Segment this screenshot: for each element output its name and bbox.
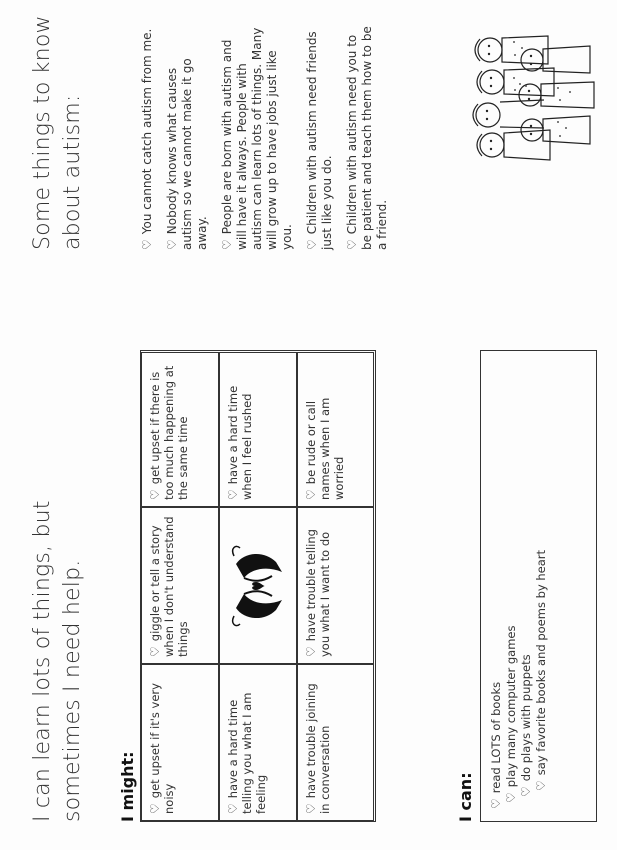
heart-icon: ♡ [220,239,234,250]
grid-cell-1-text: get upset if it's very noisy [148,683,176,814]
grid-cell-3 [141,352,219,507]
grid-cell-9 [297,352,374,507]
right-title [28,10,88,250]
grid-cell-4 [219,664,297,821]
grid-cell-7 [297,664,374,821]
can-list [489,363,549,809]
can-item-1: read LOTS of books [489,681,503,794]
heart-icon: ♡ [345,239,359,250]
might-grid [140,350,376,822]
list-item [140,25,155,250]
right-title-line1: Some things to know [30,15,55,250]
grid-cell-center-image [219,507,297,664]
list-item [345,25,390,250]
grid-cell-8 [297,507,374,664]
heart-icon: ♡ [534,780,548,791]
heart-icon: ♡ [304,489,318,500]
can-item-3: do plays with puppets [519,654,533,782]
can-heading: I can: [456,772,475,822]
heart-icon: ♡ [165,239,179,250]
list-item [519,363,534,809]
list-item [305,25,335,250]
grid-cell-6 [219,352,297,507]
left-title-line1: I can learn lots of things, but [30,500,55,822]
group-of-children-illustration [470,20,610,170]
heart-icon: ♡ [148,646,162,657]
fact-2: Nobody knows what causes autism so we cannot make it go away. [165,58,209,250]
can-item-4: say favorite books and poems by heart [534,549,548,776]
heart-icon: ♡ [304,646,318,657]
list-item [534,363,549,809]
list-item [220,25,295,250]
heart-icon: ♡ [504,792,518,803]
facts-list [140,25,400,250]
heart-icon: ♡ [489,798,503,809]
can-box [480,350,597,822]
two-friends-hugging-illustration [220,508,296,663]
fact-5: Children with autism need you to be patient and teach them how to be a friend. [345,26,389,250]
grid-cell-2 [141,507,219,664]
grid-cell-2-text: giggle or tell a story when I don't understand things [148,516,190,657]
grid-cell-9-text: be rude or call names when I am worried [304,397,346,500]
fact-1: You cannot catch autism from me. [140,28,154,235]
right-title-line2: about autism: [60,94,85,250]
left-title-line2: sometimes I need help. [60,559,85,822]
fact-3: People are born with autism and will have it always. People with autism can learn lots of things. Many will grow up to have jobs just like you. [220,27,294,250]
heart-icon: ♡ [304,803,318,814]
heart-icon: ♡ [305,239,319,250]
left-title [28,402,88,822]
heart-icon: ♡ [226,803,240,814]
heart-icon: ♡ [140,239,154,250]
list-item [489,363,504,809]
list-item [165,25,210,250]
heart-icon: ♡ [148,489,162,500]
list-item [504,363,519,809]
fact-4: Children with autism need friends just like you do. [305,31,334,250]
grid-cell-8-text: have trouble telling you what I want to do [304,529,332,657]
heart-icon: ♡ [148,803,162,814]
can-item-2: play many computer games [504,625,518,788]
grid-cell-7-text: have trouble joining in conversation [304,683,332,814]
might-heading: I might: [118,751,137,822]
grid-cell-4-text: have a hard time telling you what I am feeling [226,692,268,814]
grid-cell-1 [141,664,219,821]
grid-cell-6-text: have a hard time when I feel rushed [226,385,254,500]
heart-icon: ♡ [226,489,240,500]
heart-icon: ♡ [519,786,533,797]
grid-cell-3-text: get upset if there is too much happening at the same time [148,365,190,500]
